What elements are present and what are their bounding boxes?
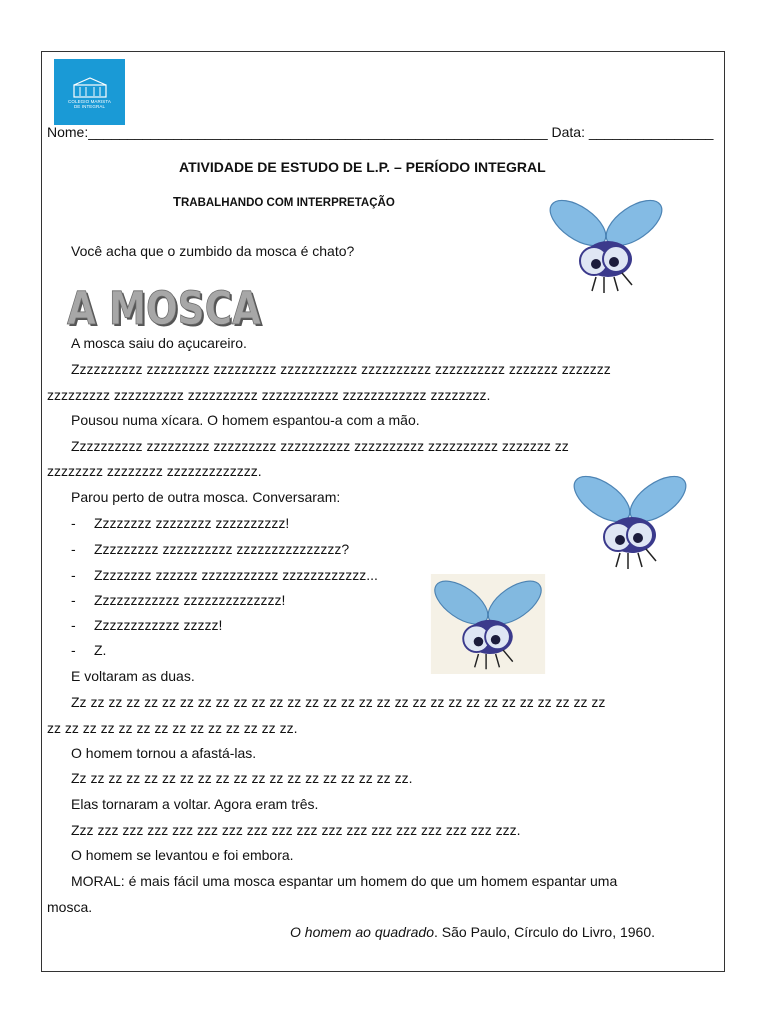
moral-line-end: mosca. [47, 899, 93, 915]
dash: - [71, 567, 76, 583]
story-line-11: O homem tornou a afastá-las. [71, 745, 257, 761]
dash: - [71, 515, 76, 531]
story-line-9: Zz zz zz zz zz zz zz zz zz zz zz zz zz zz zz zz zz zz zz zz zz zz zz zz zz zz zz zz zz zz [71, 694, 606, 710]
story-line-10: zz zz zz zz zz zz zz zz zz zz zz zz zz zz. [47, 720, 298, 736]
citation [290, 924, 655, 940]
fly-illustration [569, 469, 691, 574]
dash: - [71, 617, 76, 633]
story-title [66, 284, 266, 328]
dialogue-line [47, 617, 717, 634]
fly-illustration [545, 193, 667, 298]
dialogue-line [47, 592, 717, 609]
citation-book-title: O homem ao quadrado [290, 924, 434, 940]
citation-rest: . São Paulo, Círculo do Livro, 1960. [433, 924, 656, 940]
story-line-12: Zz zz zz zz zz zz zz zz zz zz zz zz zz zz zz zz zz zz zz. [71, 770, 413, 786]
story-line-3: zzzzzzzzz zzzzzzzzzz zzzzzzzzzz zzzzzzzzzzz zzzzzzzzzzzz zzzzzzzz. [47, 387, 491, 403]
story-title-text: A MOSCA [67, 284, 262, 328]
building-icon [72, 75, 108, 99]
dialogue-line [47, 642, 717, 659]
dialogue-text: Zzzzzzzzzzzz zzzzz! [94, 617, 223, 633]
story-line-6: zzzzzzzz zzzzzzzz zzzzzzzzzzzzz. [47, 463, 262, 479]
logo-text-1: COLEGIO MARISTA [68, 99, 111, 104]
nome-label: Nome: [47, 124, 89, 140]
dialogue-text: Z. [94, 642, 107, 658]
subtitle [173, 193, 768, 212]
logo-text-2: DE INTEGRAL [73, 104, 106, 109]
story-title-shadow: A MOSCA [69, 284, 264, 328]
fly-illustration [430, 574, 546, 674]
question: Você acha que o zumbido da mosca é chato? [71, 243, 355, 259]
dialogue-text: Zzzzzzzzz zzzzzzzzzz zzzzzzzzzzzzzzz? [94, 541, 350, 557]
data-blank[interactable]: ________________ [588, 124, 714, 140]
dialogue-text: Zzzzzzzz zzzzzzzz zzzzzzzzzz! [94, 515, 290, 531]
story-line-1: A mosca saiu do açucareiro. [71, 335, 247, 351]
subtitle-initial: T [173, 194, 181, 209]
dialogue-text: Zzzzzzzz zzzzzz zzzzzzzzzzz zzzzzzzzzzzz... [94, 567, 378, 583]
story-line-13: Elas tornaram a voltar. Agora eram três. [71, 796, 319, 812]
page-title: ATIVIDADE DE ESTUDO DE L.P. – PERÍODO INTEGRAL [179, 159, 546, 175]
subtitle-rest: RABALHANDO COM INTERPRETAÇÃO [180, 197, 395, 209]
story-line-14: Zzz zzz zzz zzz zzz zzz zzz zzz zzz zzz zzz zzz zzz zzz zzz zzz zzz zzz. [71, 822, 521, 838]
dialogue-text: Zzzzzzzzzzzz zzzzzzzzzzzzzz! [94, 592, 286, 608]
story-line-2: Zzzzzzzzzz zzzzzzzzz zzzzzzzzz zzzzzzzzzzz zzzzzzzzzz zzzzzzzzzz zzzzzzz zzzzzzz [71, 361, 611, 377]
story-line-8: E voltaram as duas. [71, 668, 195, 684]
data-label: Data: [551, 124, 585, 140]
moral-line: MORAL: é mais fácil uma mosca espantar um homem do que um homem espantar uma [71, 873, 618, 889]
dash: - [71, 642, 76, 658]
story-line-15: O homem se levantou e foi embora. [71, 847, 294, 863]
name-date-row [47, 124, 719, 141]
dash: - [71, 592, 76, 608]
story-line-5: Zzzzzzzzzz zzzzzzzzz zzzzzzzzz zzzzzzzzzz zzzzzzzzzz zzzzzzzzzz zzzzzzz zz [71, 438, 569, 454]
story-line-4: Pousou numa xícara. O homem espantou-a com a mão. [71, 412, 420, 428]
nome-blank[interactable]: ___________________________________________________________ [88, 124, 548, 140]
school-logo [54, 59, 125, 125]
dash: - [71, 541, 76, 557]
story-line-7: Parou perto de outra mosca. Conversaram: [71, 489, 341, 505]
